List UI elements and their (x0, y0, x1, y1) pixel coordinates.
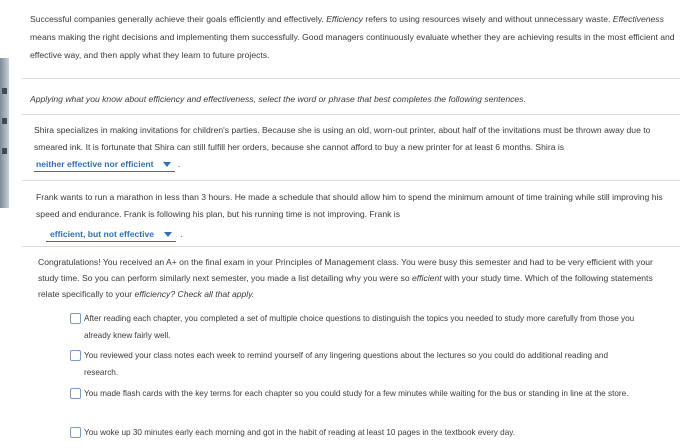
scenario-text: Shira specializes in making invitations for children's parties. Because she is using an old, worn-out printer, about half of the invitations must be thrown away due to smeared ink. It is fortunate that Shira can still fulfill her orders, because she cannot afford to buy a new printer for at least 6 months. (34, 125, 651, 152)
term-effectiveness: Effectiveness (612, 14, 664, 24)
left-edge-bar (0, 58, 9, 208)
scenario-frank (36, 189, 666, 223)
chevron-down-icon (163, 162, 171, 167)
checkbox[interactable] (70, 388, 81, 399)
intro-sentence: Successful companies generally achieve their goals efficiently and effectively. (30, 14, 324, 24)
option-label: After reading each chapter, you completed a set of multiple choice questions to distinguish the topics you needed to study more carefully from those you already knew fairly well. (84, 314, 635, 340)
question-emphasis: efficient (412, 273, 442, 283)
frank-select-row (46, 224, 190, 242)
checkbox[interactable] (70, 313, 81, 324)
option-checkbox[interactable] (70, 347, 640, 381)
scenario-shira (34, 122, 664, 173)
check-all-note: Check all that apply. (177, 289, 255, 299)
frank-dropdown[interactable] (46, 228, 176, 242)
term-efficiency: Efficiency (326, 14, 363, 24)
option-label: You made flash cards with the key terms for each chapter so you could study for a few minutes while waiting for the bus or standing in line at the store. (84, 389, 629, 398)
sentence-end: . (180, 229, 183, 239)
dropdown-value: efficient, but not effective (50, 229, 155, 239)
edge-marker (2, 148, 7, 154)
option-label: You reviewed your class notes each week to remind yourself of any lingering questions about the lectures so you could do additional reading and research. (84, 351, 609, 377)
divider (22, 78, 680, 79)
instructions: Applying what you know about efficiency and effectiveness, select the word or phrase that best completes the following sentences. (30, 94, 526, 104)
sentence-end: . (177, 159, 181, 169)
edge-marker (2, 88, 7, 94)
option-checkbox[interactable] (70, 310, 640, 344)
checkbox[interactable] (70, 350, 81, 361)
question-sentence: Congratulations! You received an A+ on the final exam in your Principles of Management class. You were busy this semester and had to be very efficient with your study time. So you can perform similarly next semester, you made a list detailing why you were so (38, 257, 653, 283)
divider (22, 180, 680, 181)
scenario-text: Frank wants to run a marathon in less than 3 hours. He made a schedule that should allow him to spend the minimum amount of time training while still improving his speed and endurance. Frank is following his plan, but his running time is not improving. Frank is (36, 192, 663, 219)
chevron-down-icon (164, 232, 172, 237)
question-sentence: with your study time. Which of the following statements relate specifically to your (38, 273, 653, 299)
question-text (38, 254, 668, 302)
question-emphasis: efficiency? (134, 289, 176, 299)
intro-paragraph (30, 10, 680, 64)
checkbox[interactable] (70, 427, 81, 438)
divider (22, 114, 680, 115)
edge-marker (2, 118, 7, 124)
divider (22, 246, 680, 247)
intro-sentence: refers to using resources wisely and without unnecessary waste. (365, 14, 611, 24)
option-checkbox[interactable] (70, 385, 640, 402)
shira-dropdown[interactable] (34, 158, 175, 172)
option-label: You woke up 30 minutes early each morning and got in the habit of reading at least 10 pages in the textbook every day. (84, 428, 516, 437)
scenario-prefix: Shira is (535, 142, 565, 152)
intro-sentence: means making the right decisions and implementing them successfully. Good managers continuously evaluate whether they are achieving results in the most efficient and effective way, and then apply what they learn to future projects. (30, 32, 675, 60)
dropdown-value: neither effective nor efficient (36, 159, 154, 169)
option-checkbox[interactable] (70, 424, 640, 441)
